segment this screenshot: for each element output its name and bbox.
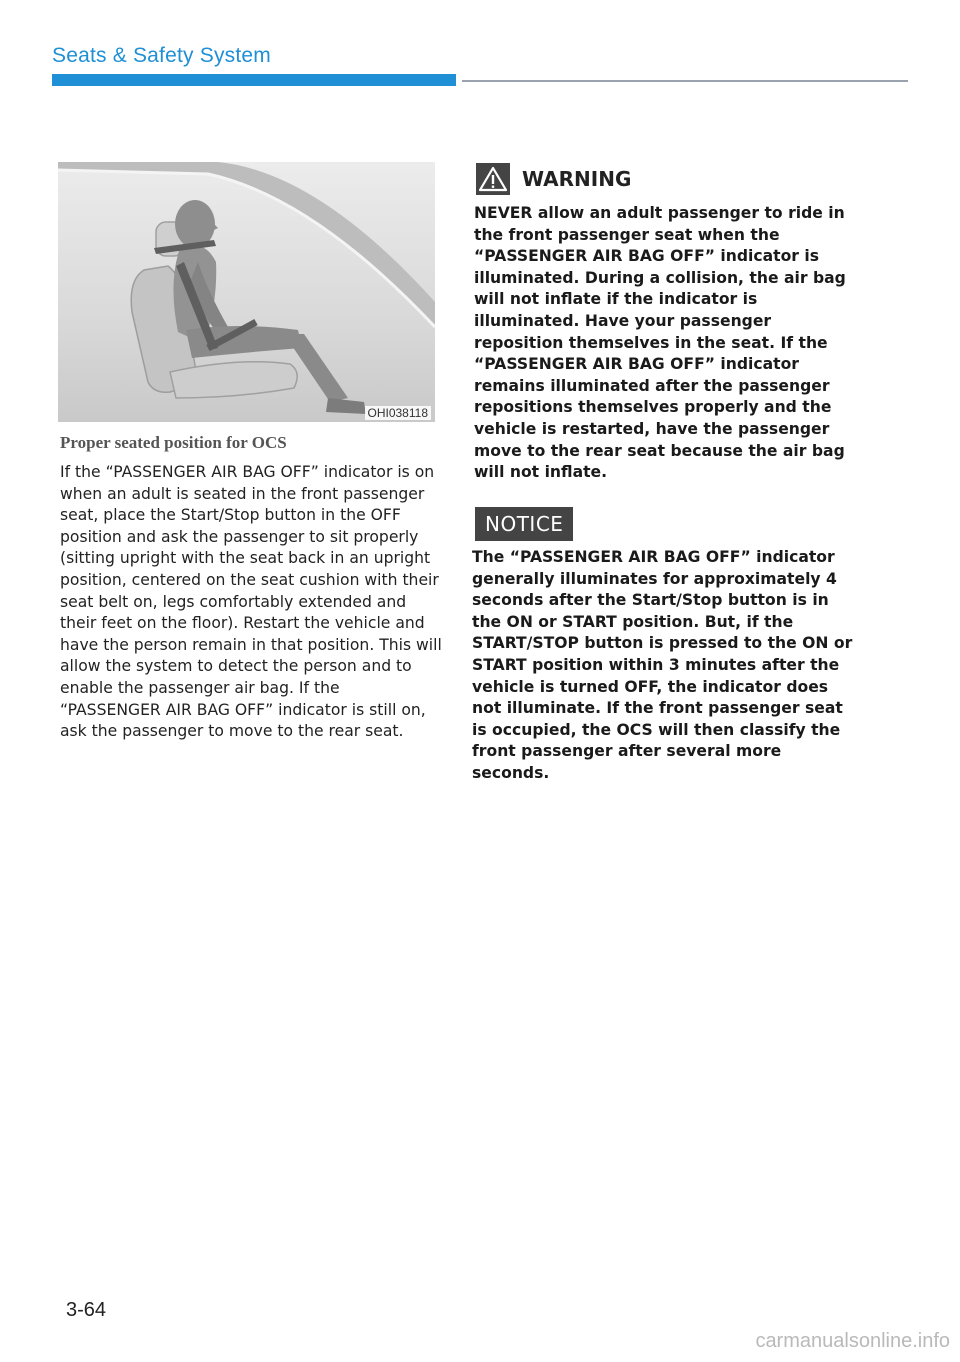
watermark: carmanualsonline.info [755,1330,950,1352]
notice-text: The “PASSENGER AIR BAG OFF” indicator generally illuminates for approximately 4 seconds after the Start/Stop button is in the ON or START position. But, if the START/STOP button is pressed to the ON or START position within 3 minutes after the vehicle is turned OFF, the indicator does not illuminate. If the front passenger seat is occupied, the OCS will then classify the front passenger after several more seconds. [472,548,853,782]
notice-badge: NOTICE [475,507,573,541]
figure-caption: Proper seated position for OCS [60,433,287,452]
seated-occupant-drawing [58,162,435,422]
warning-text: NEVER allow an adult passenger to ride in the front passenger seat when the “PASSENGER AIR BAG OFF” indicator is illuminated. During a collision, the air bag will not inflate if the indicator is illuminated. Have your passenger reposition themselves in the seat. If the “PASSENGER AIR BAG OFF” indicator remains illuminated after the passenger repositions themselves properly and the vehicle is restarted, have the passenger move to the rear seat because the air bag will not inflate. [474,204,846,482]
figure-code: OHI038118 [365,406,432,420]
page-number: 3-64 [66,1299,107,1321]
section-title: Seats & Safety System [52,44,271,67]
header-rule-grey [462,80,908,82]
warning-label: WARNING [522,167,632,191]
warning-heading [476,163,631,195]
seated-position-illustration [58,162,435,422]
warning-triangle-icon [476,163,510,195]
header-rule-blue [52,74,456,86]
body-paragraph: If the “PASSENGER AIR BAG OFF” indicator is on when an adult is seated in the front passenger seat, place the Start/Stop button in the OFF position and ask the passenger to sit properly (sitting upright with the seat back in an upright position, centered on the seat cushion with their seat belt on, legs comfortably extended and their feet on the floor). Restart the vehicle and have the person remain in that position. This will allow the system to detect the person and to enable the passenger air bag. If the “PASSENGER AIR BAG OFF” indicator is still on, ask the passenger to move to the rear seat. [60,463,442,741]
